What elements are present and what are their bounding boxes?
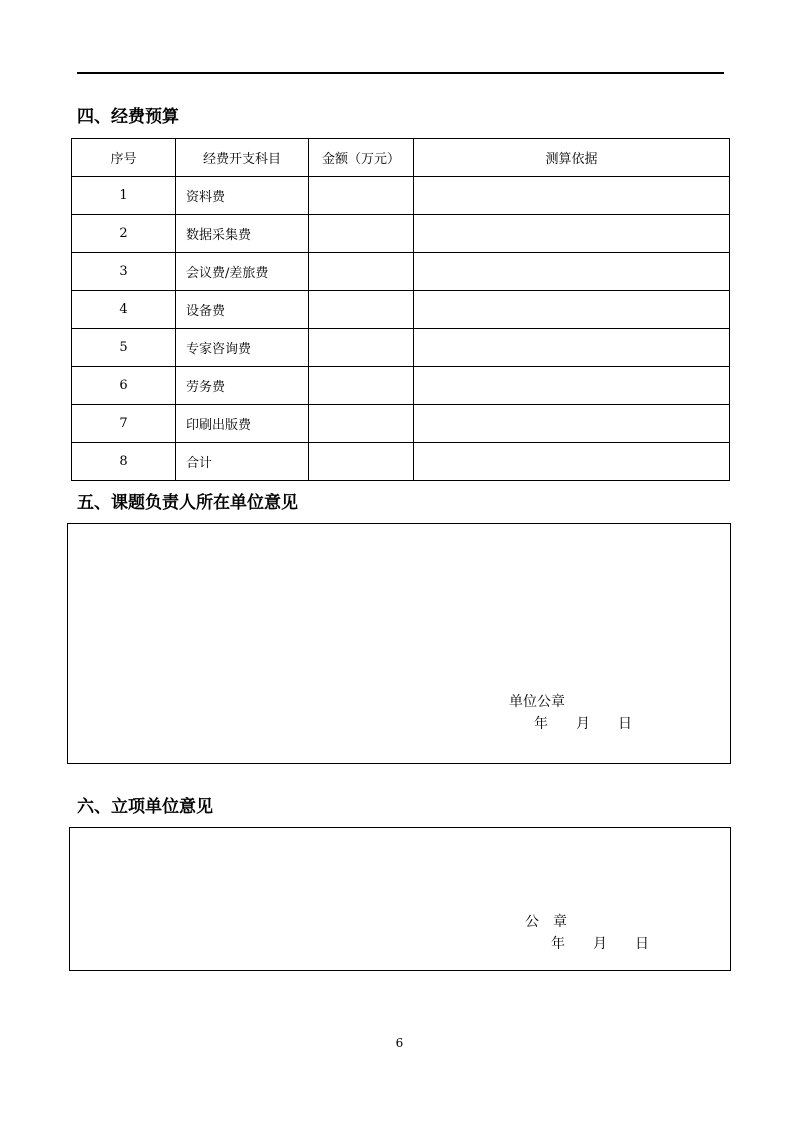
page-number: 6 [395,1036,404,1050]
unit-date-label: 年 月 日 [534,716,632,732]
row-expense-item: 专家咨询费 [176,329,309,367]
basis-cell[interactable] [414,443,730,481]
row-expense-item: 会议费/差旅费 [176,253,309,291]
row-serial: 1 [72,177,176,215]
amount-cell[interactable] [309,215,414,253]
budget-table [71,138,730,481]
section-title-project-unit-opinion: 六、立项单位意见 [77,797,213,817]
basis-cell[interactable] [414,291,730,329]
basis-cell[interactable] [414,215,730,253]
row-serial: 6 [72,367,176,405]
amount-cell[interactable] [309,329,414,367]
amount-cell[interactable] [309,405,414,443]
header-rule [77,72,724,74]
amount-cell[interactable] [309,443,414,481]
basis-cell[interactable] [414,405,730,443]
amount-cell[interactable] [309,291,414,329]
row-serial: 7 [72,405,176,443]
unit-seal-label: 单位公章 [509,694,565,710]
row-expense-item: 资料费 [176,177,309,215]
row-serial: 8 [72,443,176,481]
row-serial: 5 [72,329,176,367]
row-expense-item: 数据采集费 [176,215,309,253]
header-expense-item: 经费开支科目 [176,139,309,177]
row-expense-item: 劳务费 [176,367,309,405]
basis-cell[interactable] [414,367,730,405]
table-row [72,367,730,405]
section-title-unit-opinion: 五、课题负责人所在单位意见 [77,493,298,513]
project-seal-label: 公 章 [525,914,567,930]
header-basis: 测算依据 [414,139,730,177]
row-expense-item: 合计 [176,443,309,481]
header-amount: 金额（万元） [309,139,414,177]
table-row [72,405,730,443]
table-header-row [72,139,730,177]
table-row [72,215,730,253]
row-serial: 3 [72,253,176,291]
header-serial: 序号 [72,139,176,177]
row-serial: 4 [72,291,176,329]
table-row [72,253,730,291]
row-serial: 2 [72,215,176,253]
basis-cell[interactable] [414,329,730,367]
table-row [72,291,730,329]
table-row-total [72,443,730,481]
amount-cell[interactable] [309,177,414,215]
row-expense-item: 设备费 [176,291,309,329]
section-title-budget: 四、经费预算 [77,107,179,127]
basis-cell[interactable] [414,177,730,215]
row-expense-item: 印刷出版费 [176,405,309,443]
table-row [72,329,730,367]
table-row [72,177,730,215]
amount-cell[interactable] [309,253,414,291]
amount-cell[interactable] [309,367,414,405]
project-date-label: 年 月 日 [551,936,649,952]
basis-cell[interactable] [414,253,730,291]
